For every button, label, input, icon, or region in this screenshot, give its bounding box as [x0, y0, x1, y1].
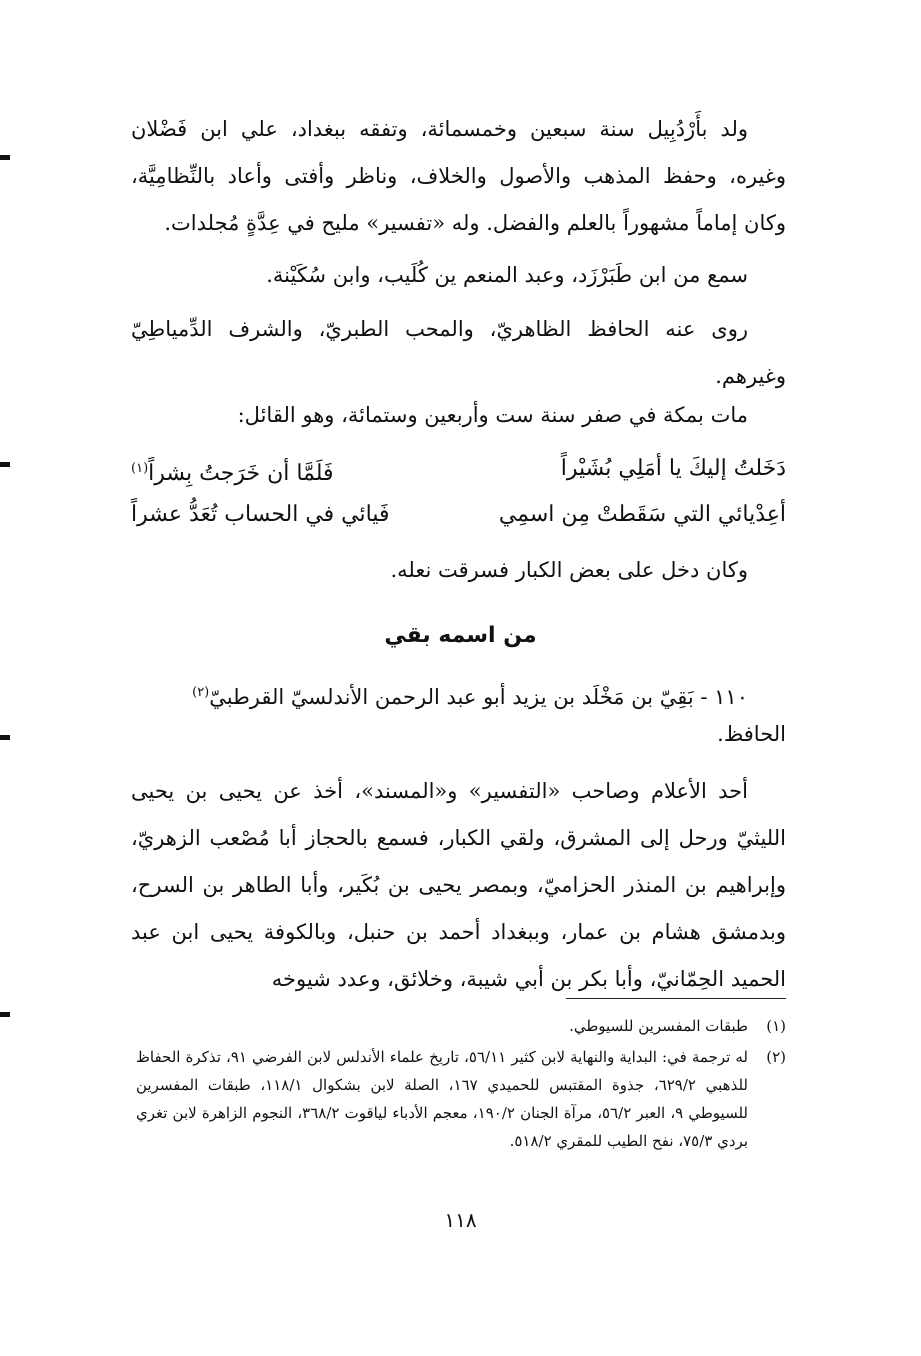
scan-edge-mark [0, 155, 10, 160]
entry-body-text: أحد الأعلام وصاحب «التفسير» و«المسند»، أخذ عن يحيى بن يحيى الليثيّ ورحل إلى المشرق، ولقي الكبار، فسمع بالحجاز أبا مُصْعب الزهريّ، وإبراهيم بن المنذر الحزاميّ، وبمصر يحيى بن بُكَير، وأبا الطاهر بن السرح، وبدمشق هشام بن عمار، وببغداد أحمد بن حنبل، وبالكوفة يحيى ابن عبد الحميد الحِمّانيّ، وأبا بكر بن أبي شيبة، وخلائق، وعدد شيوخه [131, 779, 786, 991]
poem-verse-1 [131, 454, 786, 489]
verse-text: فَلَمَّا أن خَرَجتُ بِشراً [148, 461, 334, 487]
footnote-number: (٢) [766, 1048, 786, 1066]
verse-left-hemistich [131, 454, 334, 489]
entry-title: ١١٠ - بَقِيّ بن مَخْلَد بن يزيد أبو عبد الرحمن الأندلسيّ القرطبيّ [209, 685, 748, 709]
paragraph-text: ولد بأَرْدُبِيل سنة سبعين وخمسمائة، وتفقه ببغداد، علي ابن فَضْلان وغيره، وحفظ المذهب والأصول والخلاف، وناظر وأفتى وأعاد بالنِّظامِيَّة، وكان إماماً مشهوراً بالعلم والفضل. وله «تفسير» مليح في عِدَّةٍ مُجلدات. [131, 117, 786, 235]
entry-title-continued: الحافظ. [717, 722, 786, 746]
page-number: ١١٨ [444, 1208, 477, 1232]
footnote-separator [566, 998, 786, 999]
footnote-1 [131, 1012, 786, 1040]
verse-left-hemistich: فَيائي في الحساب تُعَدُّ عشراً [131, 502, 390, 527]
entry-title-line [93, 678, 786, 712]
entry-body [131, 768, 786, 1003]
poem-verse-2 [131, 500, 786, 530]
scan-edge-mark [0, 735, 10, 740]
footnote-number: (١) [766, 1017, 786, 1035]
verse-right-hemistich [561, 454, 786, 489]
footnote-ref: (١) [131, 461, 149, 476]
scan-edge-mark [0, 1012, 10, 1017]
footnote-text: له ترجمة في: البداية والنهاية لابن كثير ٥٦/١١، تاريخ علماء الأندلس لابن الفرضي ٩١، تذكرة الحفاظ للذهبي ٦٢٩/٢، جذوة المقتبس للحميدي ١٦٧، الصلة لابن بشكوال ١١٨/١، طبقات المفسرين للسيوطي ٩، العبر ٥٦/٢، مرآة الجنان ١٩٠/٢، معجم الأدباء لياقوت ٣٦٨/٢، النجوم الزاهرة لابن تغري بردي ٧٥/٣، نفح الطيب للمقري ٥١٨/٢. [136, 1048, 749, 1150]
paragraph-narrated-by [131, 306, 786, 400]
section-heading: من اسمه بقي [384, 623, 537, 648]
footnote-2 [131, 1043, 786, 1155]
paragraph-heard-from: سمع من ابن طَبَرْزَد، وعبد المنعم ين كُلَيب، وابن سُكَيْنة. [266, 263, 748, 287]
paragraph-intro [131, 106, 786, 247]
verse-text: دَخَلتُ إليكَ يا أمَلِي بُشَيْراً [560, 456, 786, 481]
footnote-ref: (٢) [192, 685, 210, 700]
verse-right-hemistich: أعِدْيائي التي سَقَطتْ مِن اسمِي [498, 502, 786, 527]
paragraph-text: روى عنه الحافظ الظاهريّ، والمحب الطبريّ، والشرف الدِّمياطِيّ وغيرهم. [131, 317, 786, 388]
paragraph-anecdote: وكان دخل على بعض الكبار فسرقت نعله. [390, 558, 748, 582]
scan-edge-mark [0, 462, 10, 467]
paragraph-death: مات بمكة في صفر سنة ست وأربعين وستمائة، وهو القائل: [237, 403, 748, 427]
footnote-text: طبقات المفسرين للسيوطي. [569, 1017, 748, 1035]
